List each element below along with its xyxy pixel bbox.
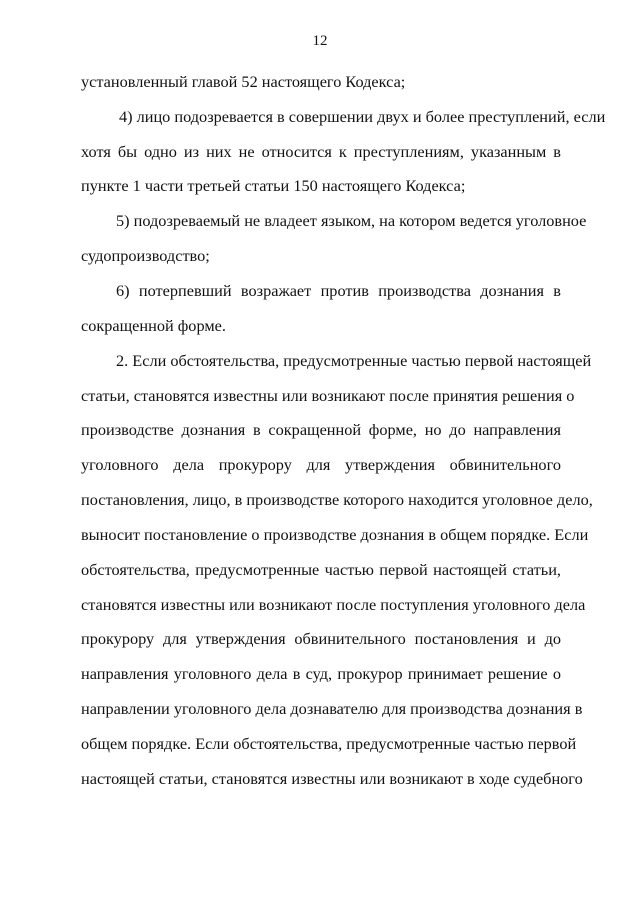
text-line: 6) потерпевший возражает против производства дознания в	[116, 281, 561, 300]
text-line: судопроизводство;	[81, 246, 210, 265]
text-line: 5) подозреваемый не владеет языком, на котором ведется уголовное	[116, 211, 587, 230]
text-line: общем порядке. Если обстоятельства, предусмотренные частью первой	[81, 734, 577, 753]
text-line: производстве дознания в сокращенной форме, но до направления	[81, 420, 561, 439]
text-line: 2. Если обстоятельства, предусмотренные частью первой настоящей	[116, 351, 592, 370]
text-line: 4) лицо подозревается в совершении двух и более преступлений, если	[119, 107, 606, 126]
text-line: пункте 1 части третьей статьи 150 настоящего Кодекса;	[81, 176, 466, 195]
page-number: 12	[312, 33, 328, 49]
text-line: постановления, лицо, в производстве которого находится уголовное дело,	[81, 490, 593, 509]
text-line: сокращенной форме.	[81, 316, 226, 335]
text-line: становятся известны или возникают после поступления уголовного дела	[81, 595, 586, 614]
text-line: направления уголовного дела в суд, прокурор принимает решение о	[81, 664, 561, 683]
text-line: уголовного дела прокурору для утверждения обвинительного	[81, 455, 561, 474]
text-line: выносит постановление о производстве дознания в общем порядке. Если	[81, 525, 589, 544]
text-line: установленный главой 52 настоящего Кодекса;	[81, 72, 406, 91]
text-line: обстоятельства, предусмотренные частью первой настоящей статьи,	[81, 560, 561, 579]
text-line: направлении уголовного дела дознавателю для производства дознания в	[81, 699, 583, 718]
text-line: хотя бы одно из них не относится к преступлениям, указанным в	[81, 142, 561, 161]
text-line: статьи, становятся известны или возникают после принятия решения о	[81, 386, 575, 405]
text-line: прокурору для утверждения обвинительного постановления и до	[81, 629, 561, 648]
text-line: настоящей статьи, становятся известны или возникают в ходе судебного	[81, 769, 583, 788]
